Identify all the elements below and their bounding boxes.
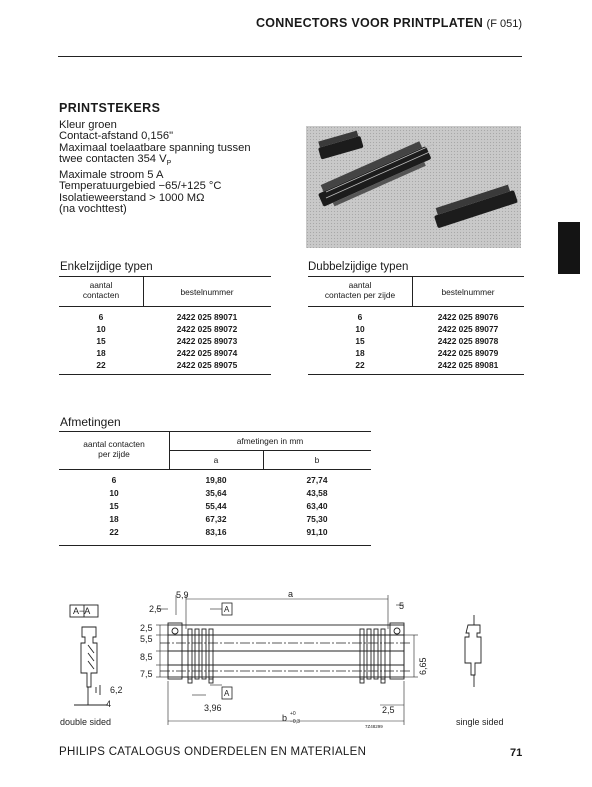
dimensions-title: Afmetingen [60,415,121,429]
marker-a-bottom: A [224,689,230,698]
double-row-cell: 22 [355,360,365,370]
dim-row-cell: 83,16 [205,527,227,537]
spec-list [59,120,251,215]
dim-header-a: a [213,455,219,465]
single-table-bottom-rule [59,374,271,375]
dim-2-5: 2,5 [140,623,153,633]
thumb-index-tab [558,222,580,274]
spec-current: Maximale stroom 5 A [59,168,164,181]
page-header [256,16,522,30]
dim-row-cell: 19,80 [205,475,227,485]
single-row-cell: 22 [96,360,106,370]
single-row-cell: 10 [96,324,106,334]
dim-b-label: b [282,713,288,723]
double-row-cell: 2422 025 89078 [437,336,499,346]
single-row-cell: 2422 025 89072 [176,324,238,334]
dim-6-65: 6,65 [418,657,428,675]
dim-row-cell: 22 [109,527,119,537]
header-rule [58,56,522,57]
dim-6-2: 6,2 [110,685,123,695]
dim-header-group: afmetingen in mm [236,436,304,446]
spec-voltage-value: twee contacten 354 V [59,153,167,166]
dim-row-cell: 63,40 [306,501,328,511]
section-title: PRINTSTEKERS [59,101,161,115]
dim-4: 4 [106,699,112,709]
section-label: A−A [73,606,91,616]
single-row-cell: 6 [98,312,104,322]
double-row-cell: 18 [355,348,365,358]
dim-header-contacts: aantal contacten per zijde [83,439,145,459]
dim-row-cell: 27,74 [306,475,328,485]
dim-2-5-right: 2,5 [382,705,395,715]
dimension-drawing [60,585,540,735]
single-header-order: bestelnummer [180,287,234,297]
page-number: 71 [510,747,523,759]
double-row-cell: 2422 025 89079 [437,348,499,358]
double-table-bottom-rule [308,374,524,375]
dim-3-96: 3,96 [204,703,222,713]
dim-a-label: a [288,589,294,599]
dim-row-cell: 18 [109,514,119,524]
product-photo [306,126,521,248]
drawing-code: 7Z48299 [365,724,383,729]
spec-voltage-line2 [59,154,251,170]
single-row-cell: 2422 025 89073 [176,336,238,346]
double-row-cell: 2422 025 89081 [437,360,499,370]
dimensions-table [59,431,371,551]
spec-pitch: Contact-afstand 0,156" [59,130,174,143]
spec-voltage-line1: Maximaal toelaatbare spanning tussen [59,141,251,154]
dim-row-cell: 43,58 [306,488,328,498]
spec-voltage-subscript: P [166,160,172,168]
spec-color: Kleur groen [59,119,117,131]
dim-b-tol-minus: −0,3 [290,719,300,725]
single-row-cell: 18 [96,348,106,358]
double-table [308,276,524,376]
single-table [59,276,271,376]
dim-8-5: 8,5 [140,652,153,662]
double-row-cell: 2422 025 89076 [437,312,499,322]
spec-note: (na vochttest) [59,203,127,216]
double-row-cell: 2422 025 89077 [437,324,499,334]
header-code: (F 051) [486,18,522,30]
spec-temperature: Temperatuurgebied −65/+125 °C [59,180,222,193]
dim-header-b: b [314,455,320,465]
double-row-cell: 6 [357,312,363,322]
double-header-contacts: aantal contacten per zijde [324,280,396,300]
single-header-contacts: aantal contacten [82,280,120,300]
connector-photo-image [306,126,521,248]
dim-row-cell: 35,64 [205,488,227,498]
double-header-order: bestelnummer [441,287,495,297]
dim-2-5-top: 2,5 [149,604,162,614]
dim-row-cell: 10 [109,488,119,498]
dim-5-9: 5,9 [176,590,189,600]
footer-text: PHILIPS CATALOGUS ONDERDELEN EN MATERIALEN [59,746,367,758]
dim-5: 5 [399,601,405,611]
dim-5-5: 5,5 [140,634,153,644]
single-table-title: Enkelzijdige typen [60,261,153,273]
dim-7-5: 7,5 [140,669,153,679]
double-table-title: Dubbelzijdige typen [308,261,409,273]
single-row-cell: 2422 025 89075 [176,360,238,370]
double-row-cell: 10 [355,324,365,334]
dim-row-cell: 55,44 [205,501,227,511]
dim-b-tol-plus: +0 [290,711,296,717]
dim-row-cell: 6 [111,475,117,485]
header-title: CONNECTORS VOOR PRINTPLATEN [255,16,484,30]
spec-insulation: Isolatieweerstand > 1000 MΩ [59,191,205,204]
single-row-cell: 2422 025 89074 [176,348,238,358]
single-row-cell: 2422 025 89071 [176,312,238,322]
single-row-cell: 15 [96,336,106,346]
dim-row-cell: 75,30 [306,514,328,524]
dim-row-cell: 15 [109,501,119,511]
label-double-sided: double sided [60,717,112,727]
label-single-sided: single sided [456,717,504,727]
dim-row-cell: 67,32 [205,514,227,524]
double-row-cell: 15 [355,336,365,346]
dim-row-cell: 91,10 [306,527,328,537]
marker-a-top: A [224,605,230,614]
